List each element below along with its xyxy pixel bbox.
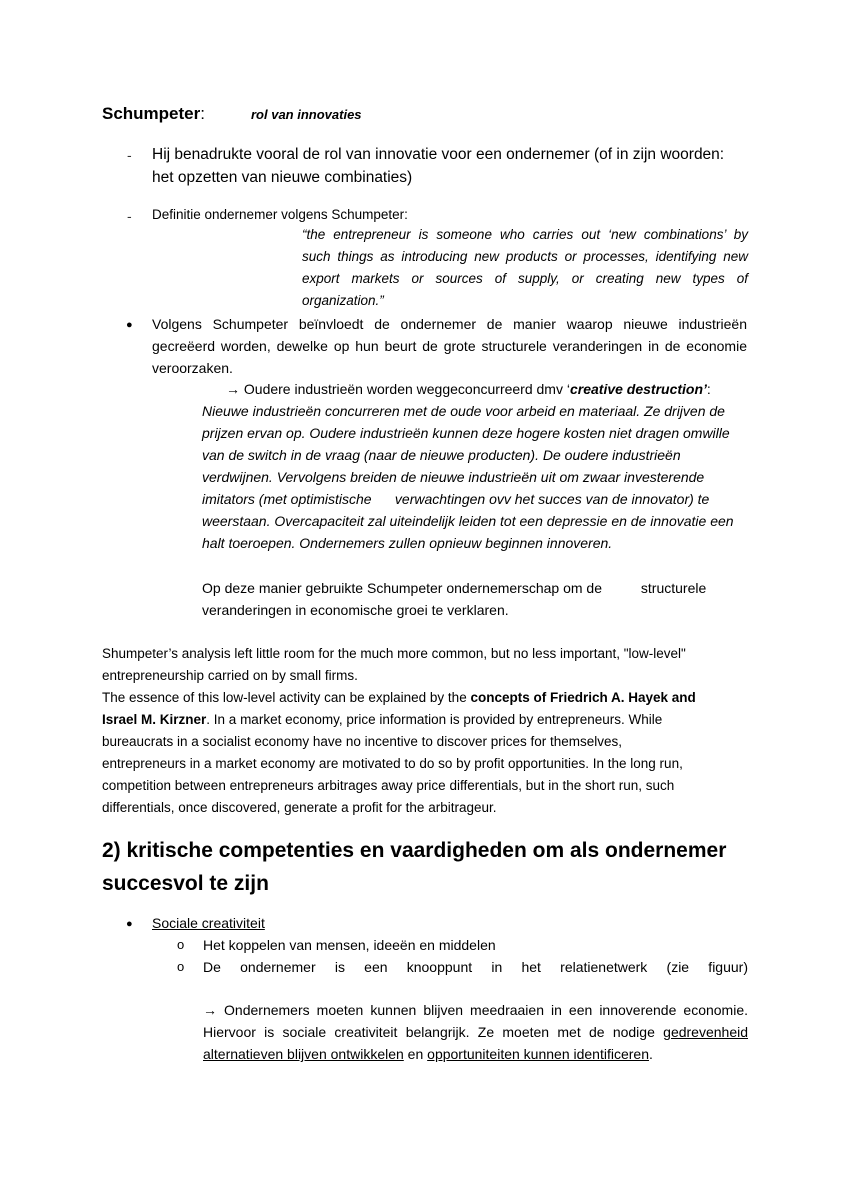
- sub-bullet-marker: o: [177, 959, 185, 974]
- social-sub-item-1: Het koppelen van mensen, ideeën en middelen: [203, 937, 496, 953]
- section-heading-line1: 2) kritische competenties en vaardigheden om als ondernemer: [102, 839, 727, 862]
- quote-line: such things as introducing new products or processes, identifying new: [302, 249, 748, 264]
- bullet-industries: [152, 313, 747, 379]
- conclusion-line: veranderingen in economische groei te verklaren.: [202, 602, 509, 618]
- creative-term: creative destruction’: [569, 381, 707, 397]
- analysis-line: [102, 687, 762, 709]
- creative-lead-text: Oudere industrieën worden weggeconcurreerd dmv ‘: [243, 381, 570, 397]
- title-name: Schumpeter: [102, 104, 201, 123]
- social-creativity-label: Sociale creativiteit: [152, 915, 265, 931]
- conclusion-line: Op deze manier gebruikte Schumpeter ondernemerschap om de structurele: [202, 580, 707, 596]
- analysis-line: [102, 709, 762, 731]
- dash-marker: -: [127, 208, 132, 224]
- social-mid-text: en: [403, 1046, 428, 1062]
- creative-destruction-text: [202, 400, 747, 554]
- creative-line: Nieuwe industrieën concurreren met de oude voor arbeid en materiaal. Ze drijven de: [202, 403, 725, 419]
- creative-line: prijzen ervan op. Oudere industrieën kunnen deze hogere kosten niet dragen omwille: [202, 425, 730, 441]
- social-paragraph: [203, 999, 748, 1065]
- quote-line: “the entrepreneur is someone who carries out ‘new combinations’ by: [302, 227, 748, 242]
- arrow-icon: →: [203, 1002, 217, 1018]
- analysis-line: entrepreneurship carried on by small firms.: [102, 668, 358, 683]
- creative-colon: :: [706, 381, 711, 397]
- underline-opportuniteiten: opportuniteiten kunnen identificeren: [427, 1046, 649, 1062]
- analysis-line: entrepreneurs in a market economy are motivated to do so by profit opportunities. In the long run,: [102, 756, 683, 771]
- analysis-bold-concepts: concepts of Friedrich A. Hayek and: [470, 690, 696, 705]
- analysis-line: differentials, once discovered, generate a profit for the arbitrageur.: [102, 800, 497, 815]
- definition-quote: [302, 224, 748, 312]
- social-sub-item-2: [203, 956, 748, 978]
- analysis-lead: The essence of this low-level activity can be explained by the: [102, 690, 471, 705]
- social-sub-item-2-text: De ondernemer is een knooppunt in het relatienetwerk (zie figuur): [203, 959, 748, 975]
- social-paragraph-line: [203, 1043, 748, 1065]
- underline-alternatieven: alternatieven blijven ontwikkelen: [203, 1046, 404, 1062]
- analysis-bold-kirzner: Israel M. Kirzner: [102, 712, 207, 727]
- bullet-industries-line: Volgens Schumpeter beïnvloedt de ondernemer de manier waarop nieuwe industrieën: [152, 316, 747, 332]
- item-innovation: [152, 143, 752, 189]
- analysis-rest: . In a market economy, price information is provided by entrepreneurs. While: [206, 712, 663, 727]
- analysis-line: bureaucrats in a socialist economy have no incentive to discover prices for themselves,: [102, 734, 623, 749]
- creative-line: van de switch in de vraag (naar de nieuwe producten). De oudere industrieën: [202, 447, 681, 463]
- social-line2-text: Hiervoor is sociale creativiteit belangrijk. Ze moeten met de nodige: [203, 1024, 655, 1040]
- section-heading: [102, 834, 782, 900]
- social-end-text: .: [648, 1046, 653, 1062]
- dash-marker: -: [127, 147, 132, 163]
- title-colon: :: [200, 104, 205, 123]
- quote-line: organization.”: [302, 293, 384, 308]
- page-subtitle: rol van innovaties: [251, 107, 362, 122]
- social-paragraph-line: [203, 999, 748, 1021]
- underline-gedrevenheid: gedrevenheid: [663, 1024, 749, 1040]
- analysis-paragraph: [102, 643, 762, 819]
- quote-line: export markets or sources of supply, or creating new types of: [302, 271, 748, 286]
- sub-bullet-marker: o: [177, 937, 185, 952]
- social-paragraph-line: [203, 1021, 748, 1043]
- creative-line: verdwijnen. Vervolgens breiden de nieuwe industrieën uit om zwaar investerende: [202, 469, 705, 485]
- bullet-industries-line: veroorzaken.: [152, 360, 233, 376]
- creative-line: halt toeroepen. Ondernemers zullen opnieuw beginnen innoveren.: [202, 535, 613, 551]
- social-line1-text: Ondernemers moeten kunnen blijven meedraaien in een innoverende economie.: [224, 1002, 749, 1018]
- arrow-icon: →: [226, 381, 240, 397]
- page-title: [102, 103, 205, 125]
- creative-destruction-lead: [226, 378, 711, 400]
- item-innovation-line2: het opzetten van nieuwe combinaties): [152, 169, 413, 186]
- creative-conclusion: [202, 577, 747, 621]
- creative-line: imitators (met optimistische verwachtingen ovv het succes van de innovator) te: [202, 491, 710, 507]
- analysis-line: Shumpeter’s analysis left little room for the much more common, but no less important, "low-level": [102, 646, 686, 661]
- analysis-line: competition between entrepreneurs arbitrages away price differentials, but in the short run, such: [102, 778, 675, 793]
- bullet-industries-line: gecreëerd worden, dewelke op hun beurt de grote structurele veranderingen in de economie: [152, 338, 747, 354]
- bullet-marker: ●: [126, 319, 133, 331]
- creative-line: weerstaan. Overcapaciteit zal uiteindelijk leiden tot een depressie en de innovatie een: [202, 513, 734, 529]
- item-innovation-line1: Hij benadrukte vooral de rol van innovatie voor een ondernemer (of in zijn woorden:: [152, 146, 725, 163]
- bullet-marker: ●: [126, 918, 133, 930]
- section-heading-line2: succesvol te zijn: [102, 872, 269, 895]
- definition-label: Definitie ondernemer volgens Schumpeter:: [152, 207, 408, 222]
